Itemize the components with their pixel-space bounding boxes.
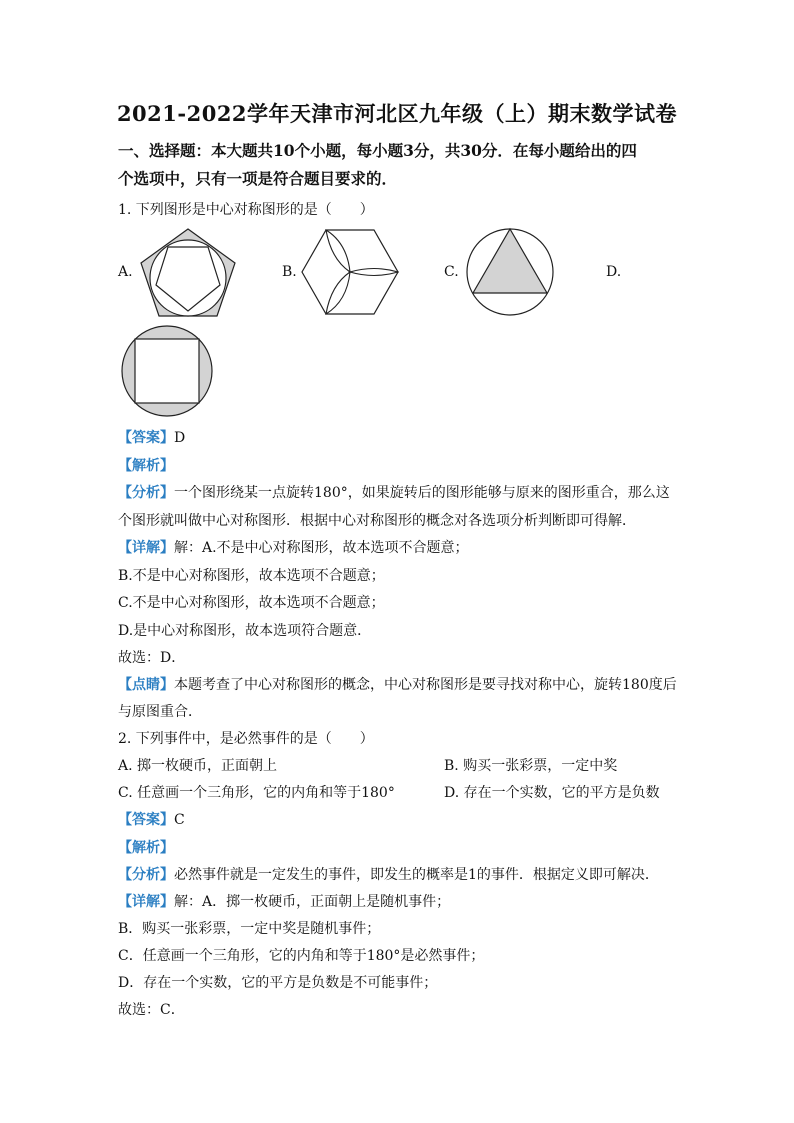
q2-answer [118, 809, 185, 829]
q1-figure-a-pentagon [138, 226, 238, 318]
q2-xiangjie-line-3: C．任意画一个三角形，它的内角和等于180°是必然事件； [118, 948, 485, 964]
q1-dianjing-tag: 【点睛】 [118, 677, 174, 693]
q1-dianjing-line-1 [118, 674, 677, 694]
q1-analysis-tag: 【解析】 [118, 458, 174, 474]
q1-figure-c-circle-triangle [465, 227, 555, 317]
q1-option-b-label: B. [282, 264, 297, 280]
q2-option-b: B. 购买一张彩票，一定中奖 [444, 758, 618, 774]
q1-option-d-label: D. [606, 264, 622, 280]
q2-answer-tag: 【答案】 [118, 812, 174, 828]
q1-figure-b-hexagon [301, 229, 399, 315]
q2-analysis-tag: 【解析】 [118, 840, 174, 856]
q2-fenxi-tag: 【分析】 [118, 867, 174, 883]
q1-dianjing-line-2: 与原图重合． [118, 704, 202, 720]
q2-answer-value: C [174, 812, 185, 828]
q2-xiangjie-line-2: B．购买一张彩票，一定中奖是随机事件； [118, 921, 381, 937]
q1-fenxi-line-1 [118, 482, 670, 502]
q2-analysis-heading [118, 837, 174, 857]
q2-choose: 故选：C． [118, 1002, 185, 1018]
q2-fenxi-text-1: 必然事件就是一定发生的事件，即发生的概率是1的事件．根据定义即可解决． [174, 867, 659, 883]
q2-option-a: A. 掷一枚硬币，正面朝上 [118, 758, 278, 774]
q1-stem: 1. 下列图形是中心对称图形的是（ ） [118, 202, 374, 218]
q2-option-c: C. 任意画一个三角形，它的内角和等于180° [118, 785, 395, 801]
q1-dianjing-text-1: 本题考查了中心对称图形的概念，中心对称图形是要寻找对称中心，旋转180度后 [174, 677, 677, 693]
q2-xiangjie-tag: 【详解】 [118, 894, 174, 910]
q1-xiangjie-tag: 【详解】 [118, 540, 174, 556]
q2-xiangjie-text-1: 解：A．掷一枚硬币，正面朝上是随机事件； [174, 894, 451, 910]
q1-fenxi-text-1: 一个图形绕某一点旋转180°，如果旋转后的图形能够与原来的图形重合，那么这 [174, 485, 670, 501]
q2-option-d: D. 存在一个实数，它的平方是负数 [444, 785, 660, 801]
q1-answer-tag: 【答案】 [118, 430, 174, 446]
q2-stem: 2. 下列事件中，是必然事件的是（ ） [118, 731, 374, 747]
q1-xiangjie-line-1 [118, 537, 469, 557]
q1-xiangjie-line-3: C.不是中心对称图形，故本选项不合题意； [118, 595, 385, 611]
q1-answer [118, 427, 185, 447]
q1-xiangjie-line-2: B.不是中心对称图形，故本选项不合题意； [118, 568, 385, 584]
q2-xiangjie-line-1 [118, 891, 450, 911]
section-heading-line-2: 个选项中，只有一项是符合题目要求的． [118, 169, 398, 188]
section-heading-line-1: 一、选择题：本大题共10个小题，每小题3分，共30分．在每小题给出的四 [118, 141, 637, 160]
q1-choose: 故选：D． [118, 650, 186, 666]
q1-figure-d-circle-square [120, 324, 214, 418]
q1-analysis-heading [118, 455, 174, 475]
page-title: 2021-2022学年天津市河北区九年级（上）期末数学试卷 [116, 101, 678, 126]
q1-fenxi-tag: 【分析】 [118, 485, 174, 501]
q1-fenxi-line-2: 个图形就叫做中心对称图形．根据中心对称图形的概念对各选项分析判断即可得解． [118, 513, 636, 529]
q1-answer-value: D [174, 430, 186, 446]
q1-option-a-label: A. [118, 264, 133, 280]
q1-option-c-label: C. [444, 264, 459, 280]
q1-xiangjie-line-4: D.是中心对称图形，故本选项符合题意． [118, 623, 372, 639]
q2-xiangjie-line-4: D．存在一个实数，它的平方是负数是不可能事件； [118, 975, 438, 991]
q1-xiangjie-text-1: 解：A.不是中心对称图形，故本选项不合题意； [174, 540, 469, 556]
q2-fenxi-line-1 [118, 864, 659, 884]
